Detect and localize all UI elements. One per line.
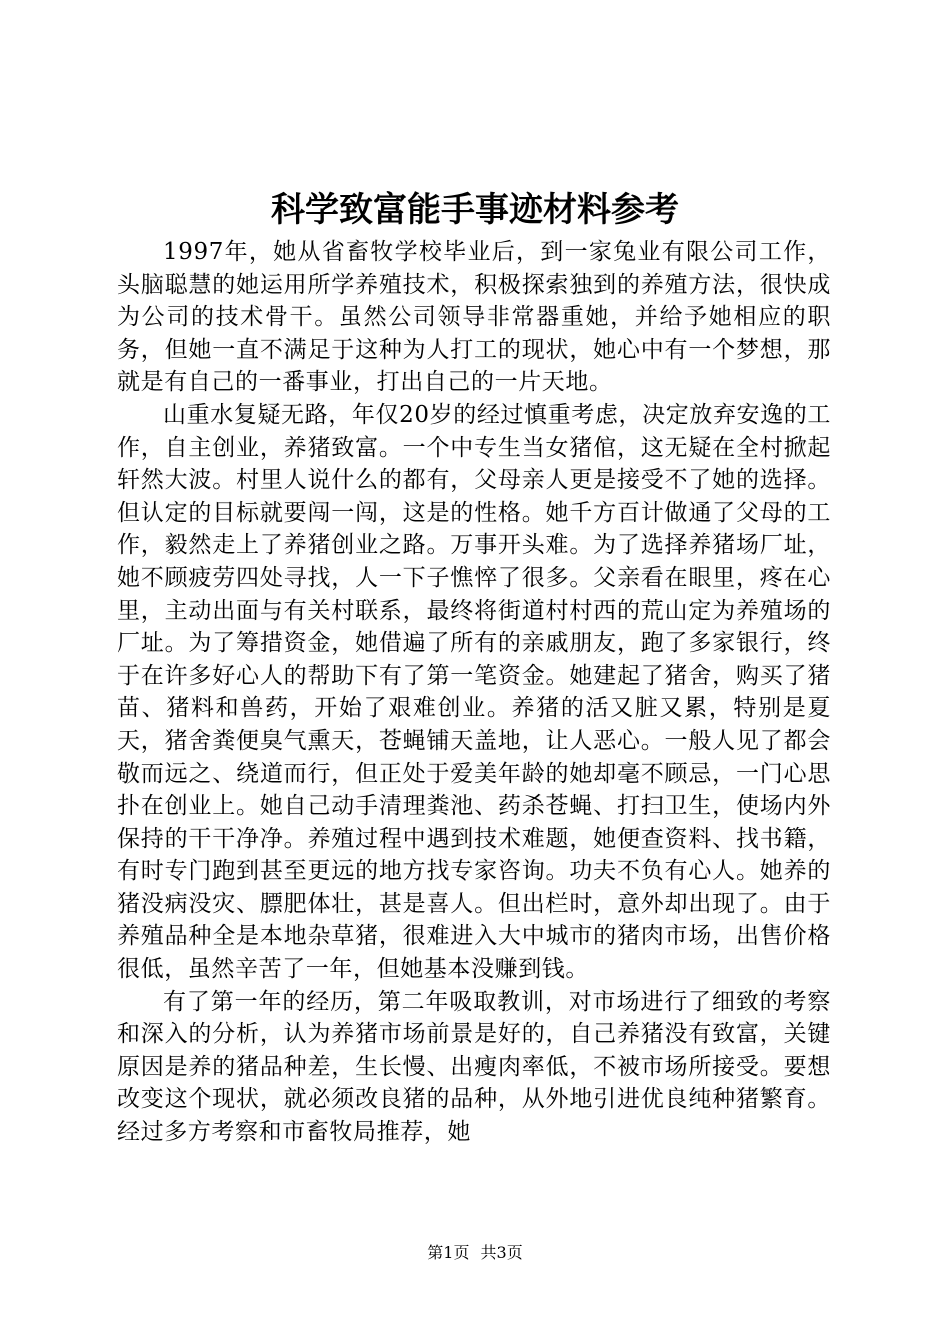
page-footer (0, 1243, 950, 1263)
document-title: 科学致富能手事迹材料参考 (271, 190, 679, 230)
page-total: 共3页 (480, 1243, 523, 1262)
document-body (117, 236, 831, 1149)
page-number: 第1页 (427, 1243, 470, 1262)
paragraph-2: 山重水复疑无路，年仅20岁的经过慎重考虑，决定放弃安逸的工作，自主创业，养猪致富。一个中专生当女猪倌，这无疑在全村掀起轩然大波。村里人说什么的都有，父母亲人更是接受不了她的选择。但认定的目标就要闯一闯，这是的性格。她千方百计做通了父母的工作，毅然走上了养猪创业之路。万事开头难。为了选择养猪场厂址，她不顾疲劳四处寻找，人一下子憔悴了很多。父亲看在眼里，疼在心里，主动出面与有关村联系，最终将街道村村西的荒山定为养殖场的厂址。为了筹措资金，她借遍了所有的亲戚朋友，跑了多家银行，终于在许多好心人的帮助下有了第一笔资金。她建起了猪舍，购买了猪苗、猪料和兽药，开始了艰难创业。养猪的活又脏又累，特别是夏天，猪舍粪便臭气熏天，苍蝇铺天盖地，让人恶心。一般人见了都会敬而远之、绕道而行，但正处于爱美年龄的她却毫不顾忌，一门心思扑在创业上。她自己动手清理粪池、药杀苍蝇、打扫卫生，使场内外保持的干干净净。养殖过程中遇到技术难题，她便查资料、找书籍，有时专门跑到甚至更远的地方找专家咨询。功夫不负有心人。她养的猪没病没灾、膘肥体壮，甚是喜人。但出栏时，意外却出现了。由于养殖品种全是本地杂草猪，很难进入大中城市的猪肉市场，出售价格很低，虽然辛苦了一年，但她基本没赚到钱。 (117, 401, 831, 983)
paragraph-3: 有了第一年的经历，第二年吸取教训，对市场进行了细致的考察和深入的分析，认为养猪市场前景是好的，自己养猪没有致富，关键原因是养的猪品种差，生长慢、出瘦肉率低，不被市场所接受。要想改变这个现状，就必须改良猪的品种，从外地引进优良纯种猪繁育。经过多方考察和市畜牧局推荐，她 (117, 988, 831, 1146)
paragraph-1: 1997年，她从省畜牧学校毕业后，到一家兔业有限公司工作，头脑聪慧的她运用所学养殖技术，积极探索独到的养殖方法，很快成为公司的技术骨干。虽然公司领导非常器重她，并给予她相应的职务，但她一直不满足于这种为人打工的现状，她心中有一个梦想，那就是有自己的一番事业，打出自己的一片天地。 (117, 239, 831, 396)
